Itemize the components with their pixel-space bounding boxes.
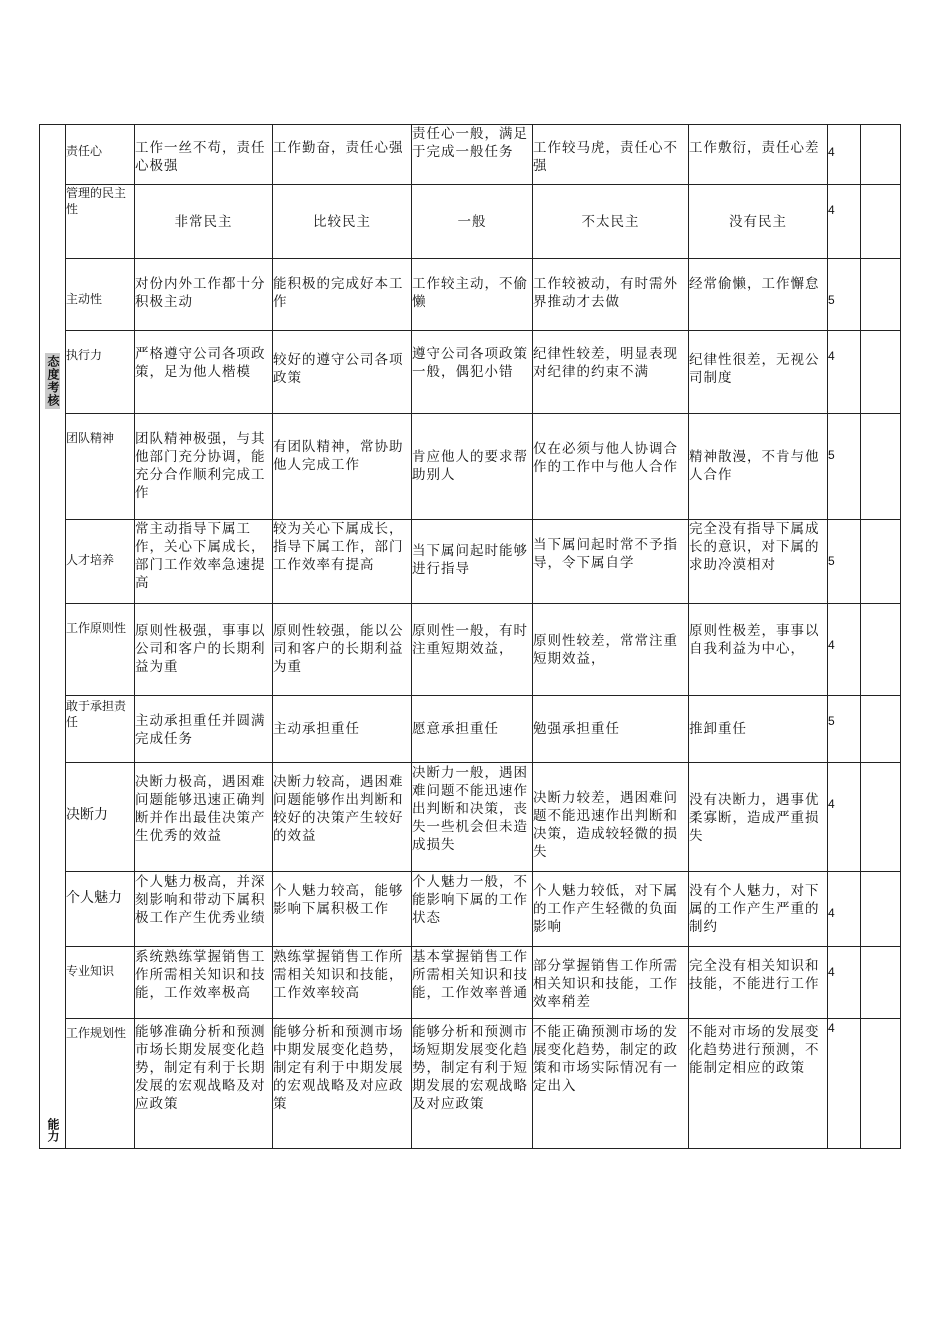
table-row bbox=[40, 872, 901, 947]
level-good: 比较民主 bbox=[273, 185, 412, 259]
level-average: 决断力一般，遇困难问题不能迅速作出判断和决策，丧失一些机会但未造成损失 bbox=[412, 763, 533, 872]
remark-cell bbox=[861, 331, 901, 414]
level-excellent: 常主动指导下属工作，关心下属成长，部门工作效率急速提高 bbox=[135, 520, 273, 604]
remark-cell bbox=[861, 763, 901, 872]
item-name: 管理的民主性 bbox=[66, 185, 135, 259]
table-row bbox=[40, 520, 901, 604]
item-name: 执行力 bbox=[66, 331, 135, 414]
level-excellent: 非常民主 bbox=[135, 185, 273, 259]
level-excellent: 工作一丝不苟，责任心极强 bbox=[135, 125, 273, 185]
level-poor: 工作较被动，有时需外界推动才去做 bbox=[533, 259, 689, 331]
level-very-poor: 没有决断力，遇事优柔寡断，造成严重损失 bbox=[689, 763, 828, 872]
item-name: 敢于承担责任 bbox=[66, 696, 135, 763]
table-row bbox=[40, 185, 901, 259]
level-good: 熟练掌握销售工作所需相关知识和技能，工作效率较高 bbox=[273, 947, 412, 1019]
table-row bbox=[40, 1019, 901, 1149]
table-row bbox=[40, 947, 901, 1019]
remark-cell bbox=[861, 696, 901, 763]
remark-cell bbox=[861, 604, 901, 696]
table-row bbox=[40, 604, 901, 696]
remark-cell bbox=[861, 947, 901, 1019]
level-very-poor: 完全没有指导下属成长的意识，对下属的求助冷漠相对 bbox=[689, 520, 828, 604]
item-name: 工作原则性 bbox=[66, 604, 135, 696]
category-column bbox=[40, 125, 66, 1149]
level-excellent: 原则性极强，事事以公司和客户的长期利益为重 bbox=[135, 604, 273, 696]
level-excellent: 决断力极高，遇困难问题能够迅速正确判断并作出最佳决策产生优秀的效益 bbox=[135, 763, 273, 872]
table-row bbox=[40, 414, 901, 520]
item-name: 团队精神 bbox=[66, 414, 135, 520]
level-poor: 仅在必须与他人协调合作的工作中与他人合作 bbox=[533, 414, 689, 520]
score-cell: 4 bbox=[828, 604, 861, 696]
score-cell: 4 bbox=[828, 763, 861, 872]
level-good: 个人魅力较高，能够影响下属积极工作 bbox=[273, 872, 412, 947]
level-good: 较好的遵守公司各项政策 bbox=[273, 331, 412, 414]
score-cell: 5 bbox=[828, 696, 861, 763]
table-row bbox=[40, 125, 901, 185]
score-cell: 4 bbox=[828, 947, 861, 1019]
remark-cell bbox=[861, 414, 901, 520]
level-average: 愿意承担重任 bbox=[412, 696, 533, 763]
table-row bbox=[40, 259, 901, 331]
level-poor: 个人魅力较低，对下属的工作产生轻微的负面影响 bbox=[533, 872, 689, 947]
level-good: 原则性较强，能以公司和客户的长期利益为重 bbox=[273, 604, 412, 696]
category-ability-label: 能力 bbox=[46, 1118, 60, 1142]
score-cell: 5 bbox=[828, 520, 861, 604]
level-excellent: 团队精神极强，与其他部门充分协调，能充分合作顺利完成工作 bbox=[135, 414, 273, 520]
item-name: 个人魅力 bbox=[66, 872, 135, 947]
level-excellent: 主动承担重任并圆满完成任务 bbox=[135, 696, 273, 763]
table-row bbox=[40, 696, 901, 763]
level-poor: 不太民主 bbox=[533, 185, 689, 259]
level-very-poor: 没有民主 bbox=[689, 185, 828, 259]
level-very-poor: 经常偷懒，工作懈怠 bbox=[689, 259, 828, 331]
level-poor: 不能正确预测市场的发展变化趋势，制定的政策和市场实际情况有一定出入 bbox=[533, 1019, 689, 1149]
level-poor: 当下属问起时常不予指导，令下属自学 bbox=[533, 520, 689, 604]
item-name: 工作规划性 bbox=[66, 1019, 135, 1149]
level-poor: 勉强承担重任 bbox=[533, 696, 689, 763]
level-average: 肯应他人的要求帮助别人 bbox=[412, 414, 533, 520]
level-very-poor: 完全没有相关知识和技能，不能进行工作 bbox=[689, 947, 828, 1019]
remark-cell bbox=[861, 1019, 901, 1149]
level-excellent: 系统熟练掌握销售工作所需相关知识和技能，工作效率极高 bbox=[135, 947, 273, 1019]
level-poor: 原则性较差，常常注重短期效益， bbox=[533, 604, 689, 696]
remark-cell bbox=[861, 185, 901, 259]
level-average: 工作较主动，不偷懒 bbox=[412, 259, 533, 331]
level-excellent: 对份内外工作都十分积极主动 bbox=[135, 259, 273, 331]
level-poor: 决断力较差，遇困难问题不能迅速作出判断和决策，造成较轻微的损失 bbox=[533, 763, 689, 872]
item-name: 主动性 bbox=[66, 259, 135, 331]
level-poor: 纪律性较差，明显表现对纪律的约束不满 bbox=[533, 331, 689, 414]
level-very-poor: 精神散漫，不肯与他人合作 bbox=[689, 414, 828, 520]
level-good: 较为关心下属成长，指导下属工作，部门工作效率有提高 bbox=[273, 520, 412, 604]
score-cell: 5 bbox=[828, 414, 861, 520]
level-good: 决断力较高，遇困难问题能够作出判断和较好的决策产生较好的效益 bbox=[273, 763, 412, 872]
level-very-poor: 工作敷衍，责任心差 bbox=[689, 125, 828, 185]
table-row bbox=[40, 331, 901, 414]
level-very-poor: 没有个人魅力，对下属的工作产生严重的制约 bbox=[689, 872, 828, 947]
level-very-poor: 原则性极差，事事以自我利益为中心， bbox=[689, 604, 828, 696]
level-average: 一般 bbox=[412, 185, 533, 259]
remark-cell bbox=[861, 872, 901, 947]
level-poor: 部分掌握销售工作所需相关知识和技能，工作效率稍差 bbox=[533, 947, 689, 1019]
level-very-poor: 纪律性很差，无视公司制度 bbox=[689, 331, 828, 414]
level-excellent: 严格遵守公司各项政策，足为他人楷模 bbox=[135, 331, 273, 414]
item-name: 专业知识 bbox=[66, 947, 135, 1019]
level-average: 能够分析和预测市场短期发展变化趋势，制定有利于短期发展的宏观战略及对应政策 bbox=[412, 1019, 533, 1149]
table-row bbox=[40, 763, 901, 872]
item-name: 人才培养 bbox=[66, 520, 135, 604]
level-average: 责任心一般，满足于完成一般任务 bbox=[412, 125, 533, 185]
score-cell: 4 bbox=[828, 331, 861, 414]
remark-cell bbox=[861, 520, 901, 604]
level-good: 工作勤奋，责任心强 bbox=[273, 125, 412, 185]
level-average: 原则性一般，有时注重短期效益， bbox=[412, 604, 533, 696]
level-good: 能积极的完成好本工作 bbox=[273, 259, 412, 331]
level-average: 基本掌握销售工作所需相关知识和技能，工作效率普通 bbox=[412, 947, 533, 1019]
category-attitude-label: 态度考核 bbox=[46, 355, 60, 407]
score-cell: 4 bbox=[828, 872, 861, 947]
level-excellent: 能够准确分析和预测市场长期发展变化趋势，制定有利于长期发展的宏观战略及对应政策 bbox=[135, 1019, 273, 1149]
remark-cell bbox=[861, 259, 901, 331]
level-poor: 工作较马虎，责任心不强 bbox=[533, 125, 689, 185]
level-excellent: 个人魅力极高，并深刻影响和带动下属积极工作产生优秀业绩 bbox=[135, 872, 273, 947]
score-cell: 4 bbox=[828, 185, 861, 259]
level-average: 遵守公司各项政策一般，偶犯小错 bbox=[412, 331, 533, 414]
level-good: 能够分析和预测市场中期发展变化趋势，制定有利于中期发展的宏观战略及对应政策 bbox=[273, 1019, 412, 1149]
level-very-poor: 不能对市场的发展变化趋势进行预测，不能制定相应的政策 bbox=[689, 1019, 828, 1149]
item-name: 决断力 bbox=[66, 763, 135, 872]
level-average: 当下属问起时能够进行指导 bbox=[412, 520, 533, 604]
level-good: 主动承担重任 bbox=[273, 696, 412, 763]
score-cell: 4 bbox=[828, 125, 861, 185]
level-average: 个人魅力一般，不能影响下属的工作状态 bbox=[412, 872, 533, 947]
appraisal-table bbox=[39, 124, 901, 1149]
remark-cell bbox=[861, 125, 901, 185]
level-very-poor: 推卸重任 bbox=[689, 696, 828, 763]
level-good: 有团队精神，常协助他人完成工作 bbox=[273, 414, 412, 520]
score-cell: 4 bbox=[828, 1019, 861, 1149]
item-name: 责任心 bbox=[66, 125, 135, 185]
score-cell: 5 bbox=[828, 259, 861, 331]
